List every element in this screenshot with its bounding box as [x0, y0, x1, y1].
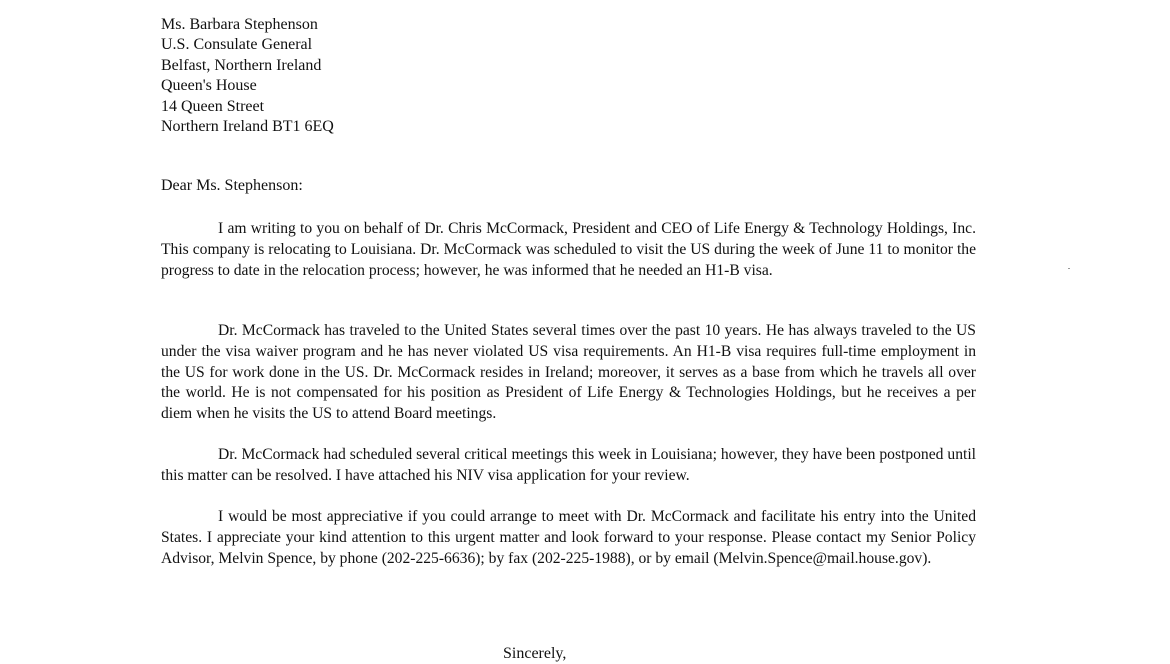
salutation: Dear Ms. Stephenson: [161, 177, 303, 194]
address-line: Northern Ireland BT1 6EQ [161, 118, 334, 136]
address-line: Belfast, Northern Ireland [161, 56, 322, 74]
address-line: U.S. Consulate General [161, 36, 313, 54]
address-line: Queen's House [161, 77, 257, 95]
body-paragraph: I would be most appreciative if you could arrange to meet with Dr. McCormack and facilitate his entry into the United States. I appreciate your kind attention to this urgent matter and look forward to your response. Please contact my Senior Policy Advisor, Melvin Spence, by phone (202-225-6636); by fax (202-225-1988), or by email (Melvin.Spence@mail.house.gov). [161, 508, 976, 567]
body-paragraph: I am writing to you on behalf of Dr. Chris McCormack, President and CEO of Life Energy & Technology Holdings, Inc. This company is relocating to Louisiana. Dr. McCormack was scheduled to visit the US during the week of June 11 to monitor the progress to date in the relocation process; however, he was informed that he needed an H1-B visa. [161, 220, 976, 279]
scan-speck [1068, 268, 1070, 269]
recipient-address [161, 15, 334, 137]
address-line: 14 Queen Street [161, 97, 265, 115]
closing: Sincerely, [503, 645, 567, 662]
body-paragraph: Dr. McCormack had scheduled several critical meetings this week in Louisiana; however, they have been postponed until this matter can be resolved. I have attached his NIV visa application for your review. [161, 446, 976, 484]
address-line: Ms. Barbara Stephenson [161, 16, 318, 33]
body-paragraph: Dr. McCormack has traveled to the United States several times over the past 10 years. He has always traveled to the US under the visa waiver program and he has never violated US visa requirements. An H1-B visa requires full-time employment in the US for work done in the US. Dr. McCormack resides in Ireland; moreover, it serves as a base from which he travels all over the world. He is not compensated for his position as President of Life Energy & Technologies Holdings, but he receives a per diem when he visits the US to attend Board meetings. [161, 322, 976, 423]
